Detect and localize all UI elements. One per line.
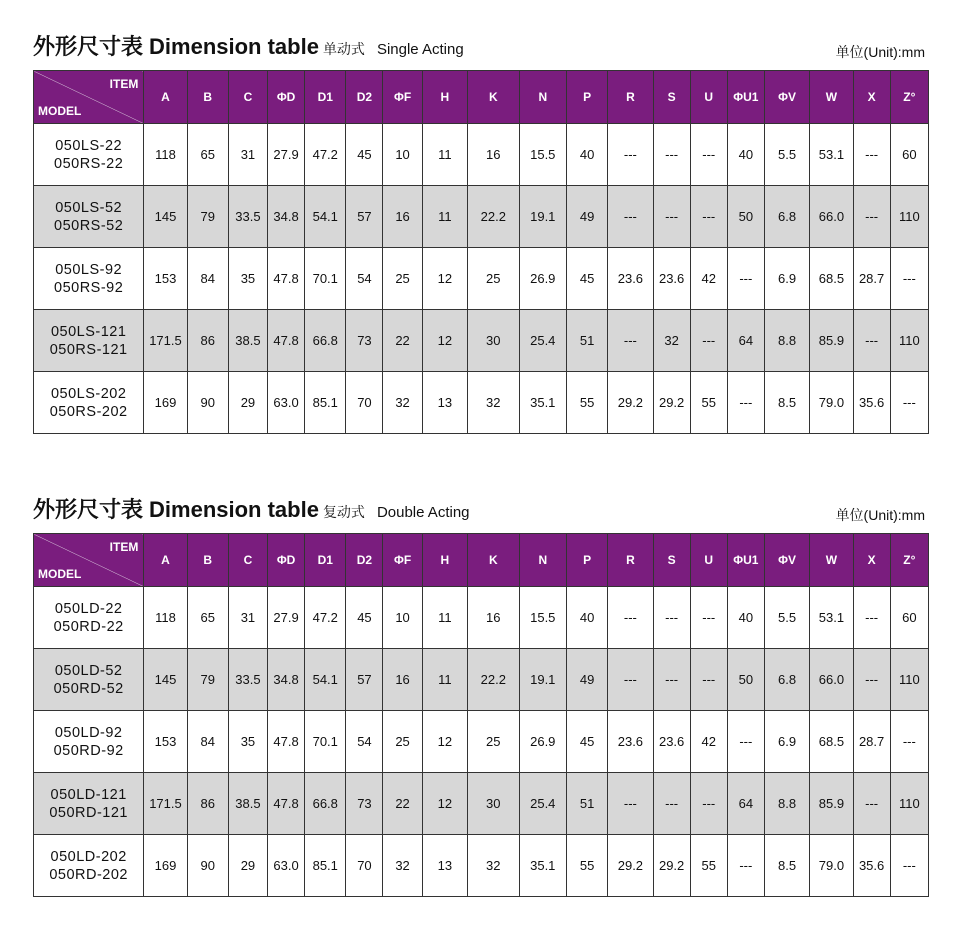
model-name: 050LD-92 [54,724,123,741]
table-cell: 19.1 [519,186,566,248]
table-cell: 38.5 [228,773,267,835]
table-cell: 60 [890,587,928,649]
table-cell: 16 [468,587,520,649]
table-cell: 35.6 [853,372,890,434]
table-cell: 66.8 [305,773,346,835]
table-cell: 65 [187,587,228,649]
column-header: U [690,534,727,587]
table-cell: 118 [144,124,187,186]
table-cell: 40 [566,587,607,649]
column-header: C [228,534,267,587]
column-header: R [608,71,653,124]
table-cell: 55 [690,372,727,434]
column-header: ΦV [764,534,809,587]
table-row [34,835,929,897]
table-cell: 33.5 [228,649,267,711]
table-cell: 6.8 [764,649,809,711]
table-cell: 31 [228,587,267,649]
table-cell: 47.2 [305,587,346,649]
table-cell: 30 [468,310,520,372]
column-header: R [608,534,653,587]
model-name: 050RD-202 [49,866,128,883]
table-cell: 110 [890,773,928,835]
table-cell: 30 [468,773,520,835]
table-cell: 85.1 [305,835,346,897]
table-cell: 35.1 [519,835,566,897]
table-cell: 45 [346,587,383,649]
column-header: U [690,71,727,124]
column-header: A [144,71,187,124]
table-cell: 49 [566,186,607,248]
model-name: 050LS-22 [55,137,123,154]
table-cell: 25 [468,711,520,773]
table-cell: 45 [566,248,607,310]
table-row [34,372,929,434]
subtitle-english: Single Acting [376,41,464,58]
table-cell: 33.5 [228,186,267,248]
table-cell: 26.9 [519,711,566,773]
column-header: N [519,534,566,587]
column-header: ΦU1 [727,71,764,124]
table-cell: 12 [422,711,467,773]
table-cell: 5.5 [764,124,809,186]
column-header: B [187,534,228,587]
table-cell: 53.1 [810,587,853,649]
table-cell: 29 [228,835,267,897]
table-cell: 10 [383,587,422,649]
table-cell: 153 [144,711,187,773]
table-cell: 22 [383,310,422,372]
table-cell: 85.9 [810,773,853,835]
table-cell: 79 [187,186,228,248]
table-cell: 171.5 [144,773,187,835]
table-cell: 169 [144,835,187,897]
item-label: ITEM [109,77,139,91]
model-name: 050LS-92 [55,261,123,278]
table-cell: 42 [690,711,727,773]
header-row [34,534,929,587]
model-name: 050RS-52 [54,217,124,234]
column-header: D1 [305,71,346,124]
table-cell: 110 [890,310,928,372]
table-cell: 65 [187,124,228,186]
column-header: Z° [890,534,928,587]
column-header: D2 [346,534,383,587]
table-cell: 8.5 [764,835,809,897]
table-cell: 49 [566,649,607,711]
title-english: Dimension table [149,34,319,59]
table-cell: --- [853,310,890,372]
table-cell: 23.6 [653,711,690,773]
table-cell: --- [608,310,653,372]
table-cell: 8.5 [764,372,809,434]
model-label: MODEL [38,567,82,581]
column-header: D1 [305,534,346,587]
table-cell: --- [853,124,890,186]
table-cell: --- [727,835,764,897]
model-cell [34,124,144,186]
table-cell: 47.8 [268,248,305,310]
single-acting-section [33,30,929,434]
model-name: 050RD-22 [53,618,124,635]
table-cell: 29.2 [653,835,690,897]
table-cell: 51 [566,310,607,372]
model-cell [34,310,144,372]
model-cell [34,711,144,773]
table-cell: 13 [422,372,467,434]
table-cell: 153 [144,248,187,310]
table-cell: 25.4 [519,310,566,372]
table-cell: 70 [346,372,383,434]
table-cell: 12 [422,773,467,835]
model-cell [34,587,144,649]
table-cell: 12 [422,310,467,372]
model-name: 050LS-52 [55,199,123,216]
table-cell: 54 [346,248,383,310]
table-cell: 55 [566,835,607,897]
table-cell: 86 [187,773,228,835]
header-row [34,71,929,124]
model-cell [34,835,144,897]
table-cell: 35.6 [853,835,890,897]
table-cell: 22 [383,773,422,835]
column-header: K [468,71,520,124]
model-cell [34,186,144,248]
table-cell: 32 [468,372,520,434]
table-cell: 22.2 [468,649,520,711]
table-cell: 53.1 [810,124,853,186]
table-row [34,711,929,773]
table-cell: 40 [566,124,607,186]
table-cell: 32 [653,310,690,372]
section-title [33,493,470,524]
subtitle-chinese: 复动式 [322,505,365,521]
column-header: B [187,71,228,124]
table-cell: --- [890,372,928,434]
table-cell: --- [608,186,653,248]
table-cell: 12 [422,248,467,310]
model-name: 050RS-92 [54,279,124,296]
table-cell: --- [690,587,727,649]
table-cell: 63.0 [268,835,305,897]
corner-header [34,71,144,124]
table-cell: 32 [468,835,520,897]
model-label: MODEL [38,104,82,118]
table-cell: 64 [727,773,764,835]
table-cell: 169 [144,372,187,434]
column-header: P [566,534,607,587]
table-cell: 8.8 [764,310,809,372]
unit-label: 单位(Unit):mm [835,507,925,523]
table-cell: --- [690,773,727,835]
table-cell: 66.0 [810,649,853,711]
table-cell: 90 [187,372,228,434]
table-cell: 86 [187,310,228,372]
table-row [34,310,929,372]
column-header: S [653,534,690,587]
table-cell: 85.9 [810,310,853,372]
table-cell: 40 [727,124,764,186]
table-cell: 54.1 [305,186,346,248]
column-header: D2 [346,71,383,124]
table-cell: 47.8 [268,711,305,773]
item-label: ITEM [109,540,139,554]
table-cell: 23.6 [653,248,690,310]
table-cell: 66.0 [810,186,853,248]
model-name: 050LD-202 [50,848,127,865]
section-title-row [33,493,929,533]
table-cell: --- [608,649,653,711]
table-cell: 11 [422,587,467,649]
table-cell: 57 [346,186,383,248]
table-cell: 47.8 [268,773,305,835]
table-cell: 54 [346,711,383,773]
table-cell: --- [690,186,727,248]
table-cell: 29 [228,372,267,434]
table-cell: 118 [144,587,187,649]
table-cell: 29.2 [608,835,653,897]
table-cell: 23.6 [608,711,653,773]
table-cell: 15.5 [519,587,566,649]
column-header: P [566,71,607,124]
table-cell: 110 [890,649,928,711]
double-acting-section [33,493,929,897]
table-cell: 26.9 [519,248,566,310]
table-cell: --- [890,248,928,310]
table-cell: 31 [228,124,267,186]
table-cell: 27.9 [268,587,305,649]
model-name: 050LD-121 [50,786,127,803]
table-cell: 28.7 [853,248,890,310]
table-cell: 25.4 [519,773,566,835]
table-cell: 13 [422,835,467,897]
table-cell: 68.5 [810,248,853,310]
table-cell: 45 [346,124,383,186]
table-cell: 84 [187,248,228,310]
table-row [34,587,929,649]
column-header: X [853,71,890,124]
subtitle-english: Double Acting [376,504,470,521]
table-cell: 25 [468,248,520,310]
column-header: C [228,71,267,124]
table-cell: 28.7 [853,711,890,773]
column-header: ΦD [268,534,305,587]
table-cell: --- [727,372,764,434]
table-cell: 79 [187,649,228,711]
table-cell: --- [853,649,890,711]
table-cell: 79.0 [810,372,853,434]
table-cell: --- [727,248,764,310]
table-cell: 73 [346,773,383,835]
table-cell: 10 [383,124,422,186]
table-cell: --- [608,587,653,649]
column-header: W [810,534,853,587]
table-cell: 79.0 [810,835,853,897]
table-cell: 8.8 [764,773,809,835]
dimension-table-double-acting [33,533,929,897]
model-name: 050RD-52 [53,680,124,697]
table-cell: 73 [346,310,383,372]
table-cell: 35 [228,711,267,773]
column-header: A [144,534,187,587]
table-cell: --- [653,124,690,186]
table-cell: 15.5 [519,124,566,186]
table-cell: 38.5 [228,310,267,372]
model-cell [34,649,144,711]
table-cell: --- [690,124,727,186]
table-cell: 70.1 [305,248,346,310]
table-cell: --- [653,587,690,649]
title-english: Dimension table [149,497,319,522]
model-name: 050RD-92 [53,742,124,759]
table-cell: 68.5 [810,711,853,773]
corner-header [34,534,144,587]
table-cell: --- [608,773,653,835]
table-cell: 85.1 [305,372,346,434]
table-cell: 16 [468,124,520,186]
table-cell: 45 [566,711,607,773]
table-cell: 47.8 [268,310,305,372]
table-cell: 110 [890,186,928,248]
column-header: K [468,534,520,587]
table-cell: 34.8 [268,186,305,248]
table-cell: 50 [727,649,764,711]
table-cell: 66.8 [305,310,346,372]
table-cell: --- [653,773,690,835]
table-cell: 51 [566,773,607,835]
column-header: X [853,534,890,587]
table-cell: --- [890,711,928,773]
table-cell: 60 [890,124,928,186]
model-cell [34,773,144,835]
table-cell: 50 [727,186,764,248]
table-cell: 47.2 [305,124,346,186]
column-header: H [422,71,467,124]
column-header: N [519,71,566,124]
table-cell: 145 [144,186,187,248]
table-cell: 16 [383,649,422,711]
table-cell: 22.2 [468,186,520,248]
subtitle-chinese: 单动式 [322,42,365,58]
table-cell: 90 [187,835,228,897]
table-cell: 55 [690,835,727,897]
table-cell: --- [853,186,890,248]
model-name: 050RS-22 [54,155,124,172]
column-header: ΦV [764,71,809,124]
column-header: ΦF [383,534,422,587]
table-row [34,186,929,248]
dimension-table-single-acting [33,70,929,434]
column-header: S [653,71,690,124]
model-name: 050LS-121 [50,323,127,340]
title-chinese: 外形尺寸表 [33,498,144,523]
table-cell: 57 [346,649,383,711]
table-cell: 25 [383,248,422,310]
table-cell: --- [853,773,890,835]
table-cell: 29.2 [653,372,690,434]
model-name: 050RS-121 [49,341,128,358]
table-cell: --- [727,711,764,773]
table-cell: 35.1 [519,372,566,434]
model-cell [34,372,144,434]
table-cell: 145 [144,649,187,711]
table-cell: 25 [383,711,422,773]
column-header: ΦF [383,71,422,124]
column-header: ΦD [268,71,305,124]
column-header: W [810,71,853,124]
table-row [34,649,929,711]
model-name: 050LD-22 [54,600,123,617]
table-cell: 6.8 [764,186,809,248]
table-cell: --- [853,587,890,649]
table-cell: 54.1 [305,649,346,711]
table-cell: 5.5 [764,587,809,649]
table-row [34,773,929,835]
table-cell: --- [890,835,928,897]
table-cell: 64 [727,310,764,372]
table-cell: 29.2 [608,372,653,434]
table-cell: 40 [727,587,764,649]
table-cell: 32 [383,835,422,897]
table-cell: 32 [383,372,422,434]
table-cell: 35 [228,248,267,310]
model-cell [34,248,144,310]
table-cell: 171.5 [144,310,187,372]
table-cell: 6.9 [764,711,809,773]
model-name: 050LS-202 [50,385,127,402]
unit-label: 单位(Unit):mm [835,44,925,60]
model-name: 050LD-52 [54,662,123,679]
table-cell: 70.1 [305,711,346,773]
table-cell: 11 [422,186,467,248]
table-cell: 11 [422,649,467,711]
table-cell: --- [608,124,653,186]
table-cell: 42 [690,248,727,310]
table-cell: 6.9 [764,248,809,310]
table-row [34,248,929,310]
model-name: 050RS-202 [49,403,128,420]
table-cell: --- [690,649,727,711]
table-cell: --- [690,310,727,372]
column-header: ΦU1 [727,534,764,587]
table-cell: 70 [346,835,383,897]
section-title [33,30,464,61]
table-cell: 11 [422,124,467,186]
title-chinese: 外形尺寸表 [33,35,144,60]
table-cell: 27.9 [268,124,305,186]
table-cell: 84 [187,711,228,773]
table-cell: 63.0 [268,372,305,434]
table-cell: 55 [566,372,607,434]
section-title-row [33,30,929,70]
column-header: H [422,534,467,587]
table-cell: 23.6 [608,248,653,310]
table-cell: 16 [383,186,422,248]
table-cell: 19.1 [519,649,566,711]
table-cell: 34.8 [268,649,305,711]
model-name: 050RD-121 [49,804,128,821]
table-cell: --- [653,186,690,248]
table-row [34,124,929,186]
table-cell: --- [653,649,690,711]
column-header: Z° [890,71,928,124]
